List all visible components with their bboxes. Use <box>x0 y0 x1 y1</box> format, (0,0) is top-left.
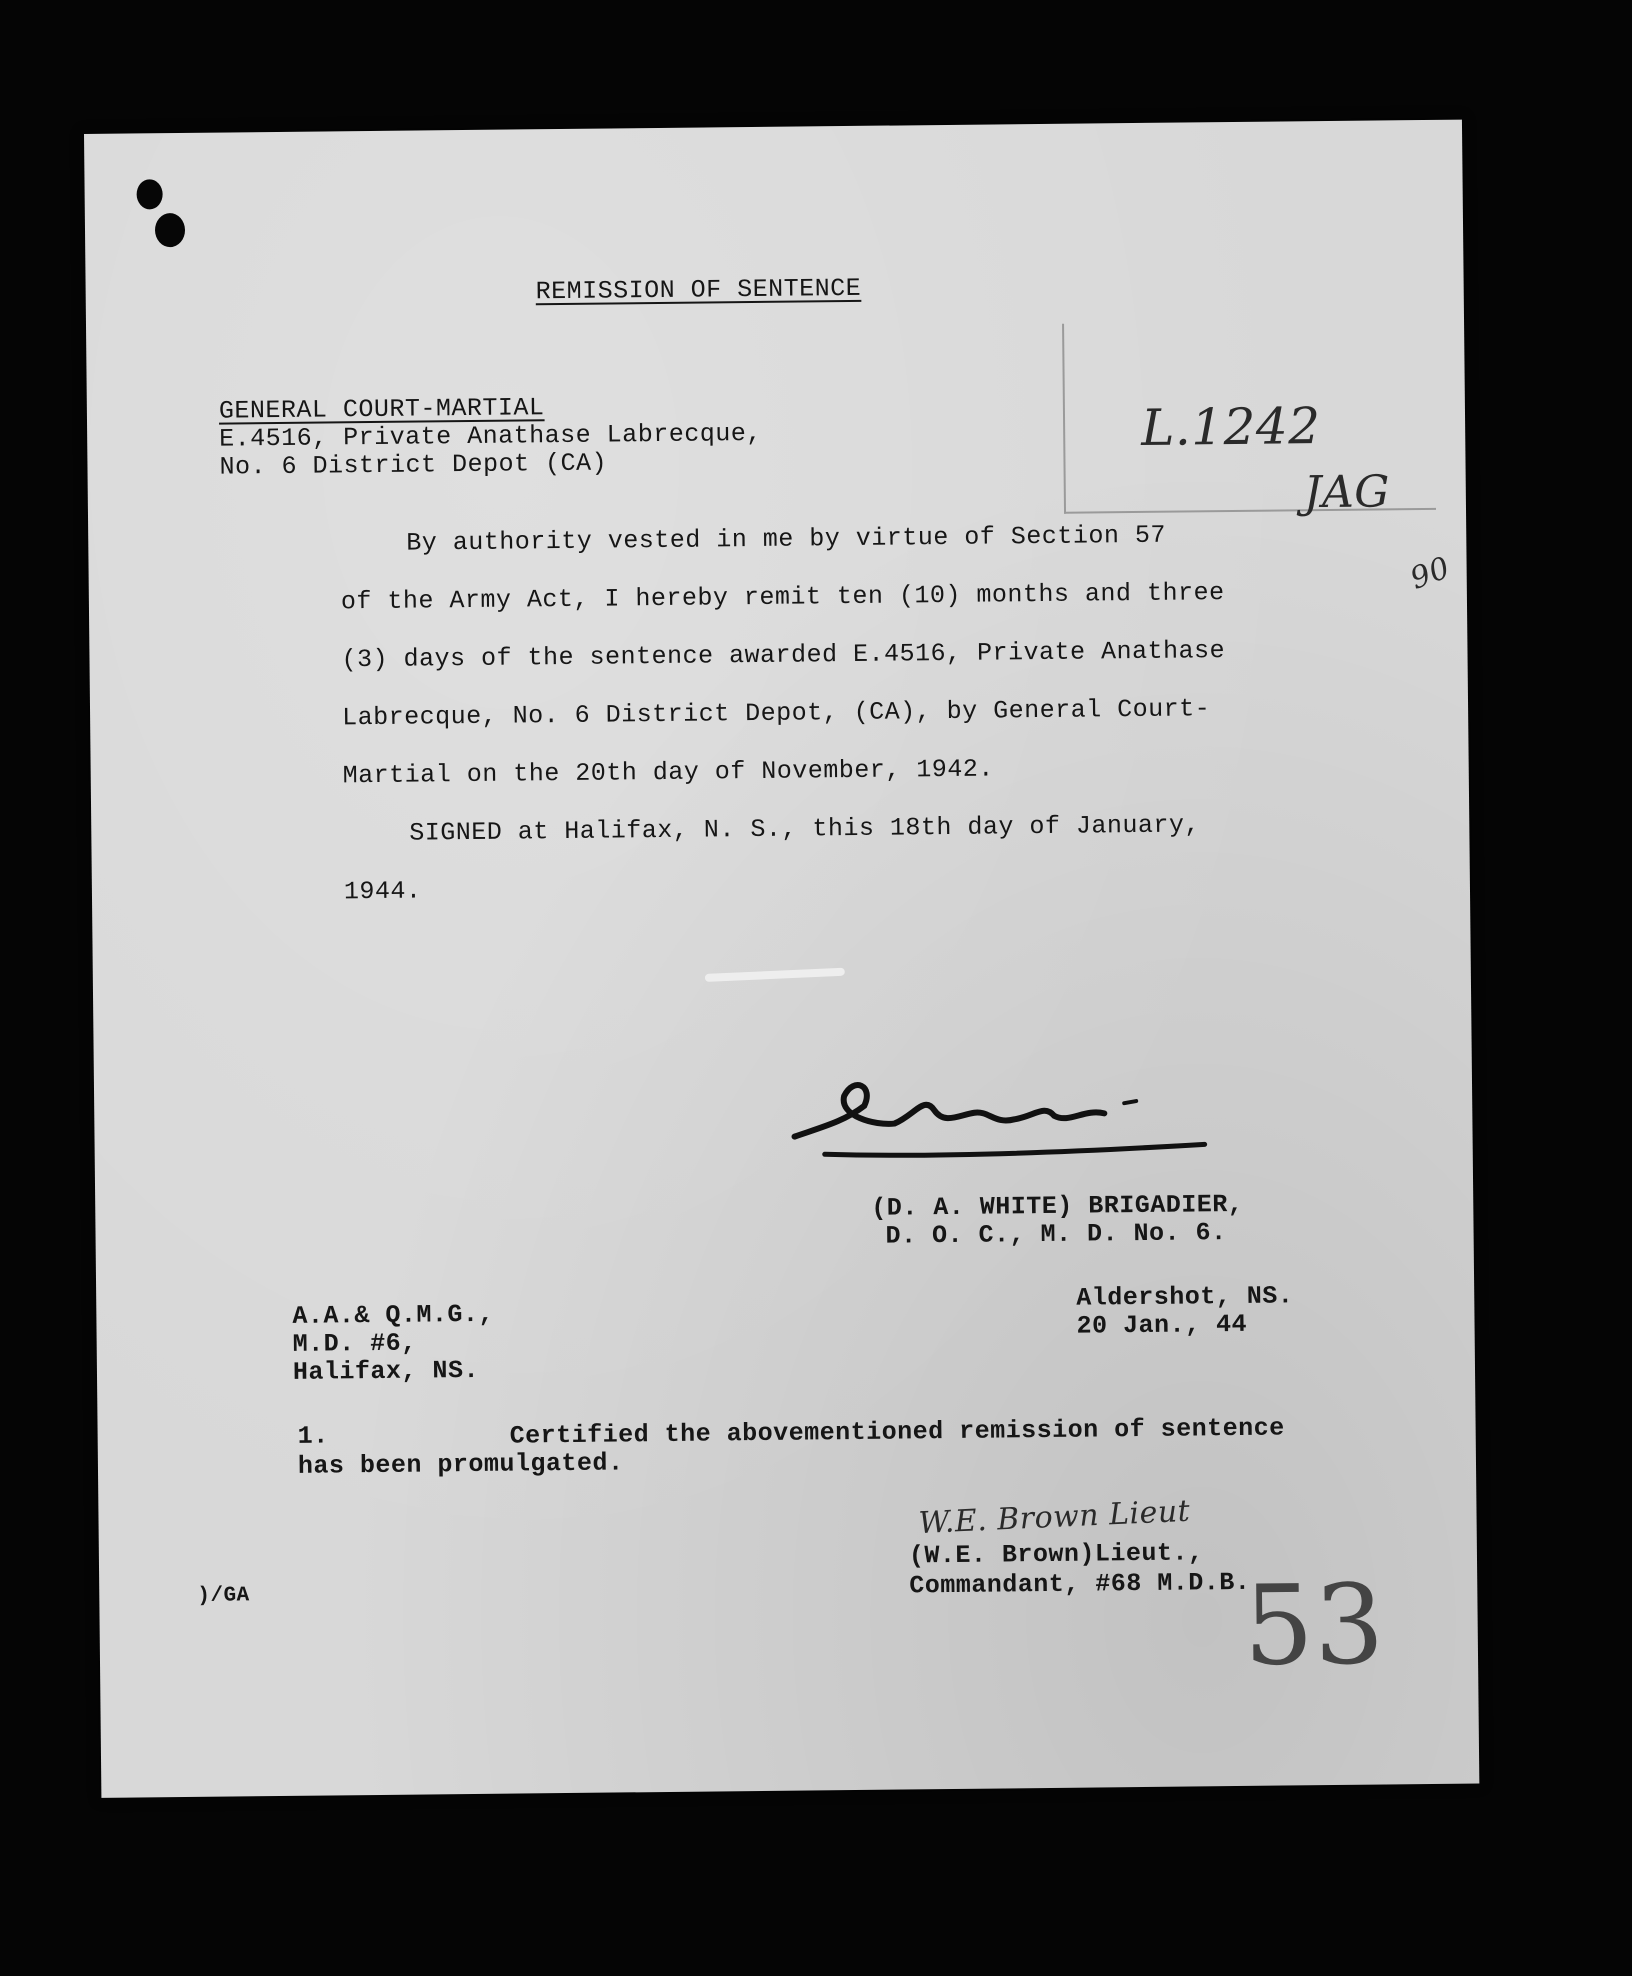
date-line: 20 Jan., 44 <box>1076 1309 1248 1341</box>
handwritten-mark: 90 <box>1405 550 1455 597</box>
reference-initials: )/GA <box>197 1584 250 1608</box>
second-signatory-name: (W.E. Brown)Lieut., <box>908 1538 1204 1571</box>
punch-hole-top <box>136 179 162 209</box>
signed-year: 1944. <box>343 876 422 907</box>
unit-line: No. 6 District Depot (CA) <box>219 448 608 482</box>
signed-line: SIGNED at Halifax, N. S., this 18th day of January, <box>409 810 1201 848</box>
certification-line1: Certified the abovementioned remission of sentence <box>509 1413 1285 1451</box>
handwritten-file-number: L.1242 <box>1140 397 1321 457</box>
certification-number: 1. <box>297 1421 329 1451</box>
accused-line: E.4516, Private Anathase Labrecque, <box>219 418 762 454</box>
body-line: Labrecque, No. 6 District Depot, (CA), by General Court- <box>341 694 1211 733</box>
signatory-name: (D. A. WHITE) BRIGADIER, <box>871 1189 1244 1223</box>
signature-white <box>784 1062 1225 1187</box>
body-line: (3) days of the sentence awarded E.4516, Private Anathase <box>341 636 1226 675</box>
signatory-title: D. O. C., M. D. No. 6. <box>885 1218 1227 1251</box>
body-line: By authority vested in me by virtue of Section 57 <box>406 520 1167 558</box>
handwritten-signature-brown: W.E. Brown Lieut <box>917 1493 1191 1542</box>
document-page <box>84 120 1479 1798</box>
handwritten-jag: JAG <box>1303 466 1391 519</box>
paper-scuff <box>705 968 845 982</box>
page-number: 53 <box>1243 1560 1386 1690</box>
addressee-line3: Halifax, NS. <box>292 1355 480 1387</box>
body-line: of the Army Act, I hereby remit ten (10) months and three <box>340 578 1225 617</box>
punch-hole-bottom <box>155 213 185 247</box>
certification-line2: has been promulgated. <box>297 1448 624 1481</box>
place-line: Aldershot, NS. <box>1076 1281 1294 1313</box>
addressee-line1: A.A.& Q.M.G., <box>292 1299 495 1331</box>
document-title: REMISSION OF SENTENCE <box>535 273 862 307</box>
court-heading: GENERAL COURT-MARTIAL <box>218 393 545 426</box>
addressee-line2: M.D. #6, <box>292 1328 417 1359</box>
body-line: Martial on the 20th day of November, 1942. <box>342 754 994 791</box>
second-signatory-title: Commandant, #68 M.D.B. <box>909 1567 1251 1601</box>
